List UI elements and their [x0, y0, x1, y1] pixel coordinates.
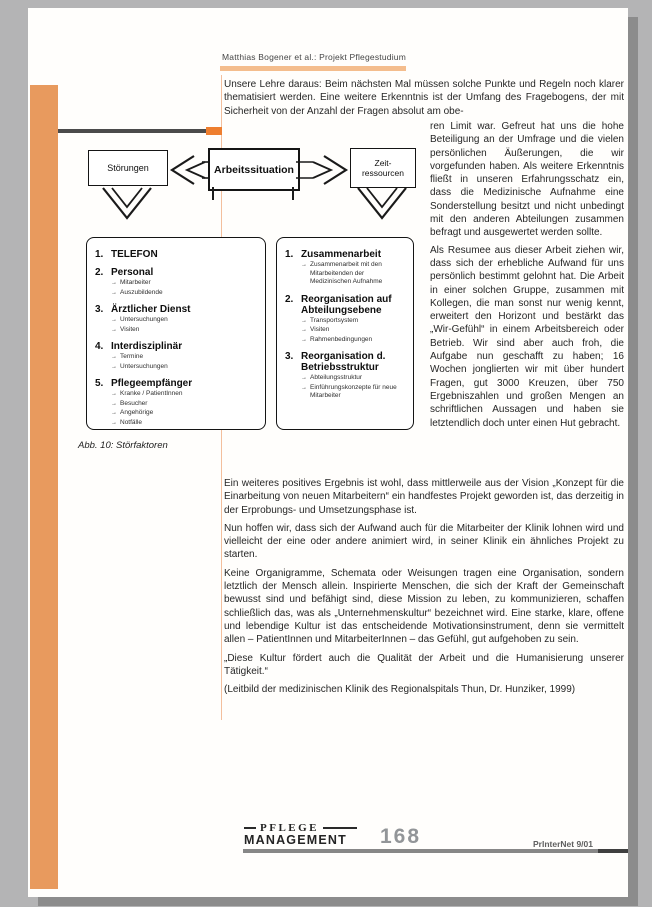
footer-rule: [243, 849, 628, 853]
item-label: Personal: [111, 267, 154, 278]
sub-item-label: Transportsystem: [310, 316, 359, 324]
sub-item-label: Notfälle: [120, 418, 143, 426]
running-header: Matthias Bogener et al.: Projekt Pflegestudium: [221, 52, 406, 62]
arrow-bullet-icon: →: [301, 375, 307, 381]
item-label: Interdisziplinär: [111, 341, 183, 352]
arrow-bullet-icon: →: [301, 317, 307, 324]
item-number: 1.: [95, 249, 104, 260]
paragraph: Keine Organigramme, Schemata oder Weisungen tragen eine Organisation, sondern letztlich der Mensch allein. Inspirierte Menschen, die sich der Kraft der Gemeinschaft bewusst sind und befähigt sind, diese Mission zu leben, zu kommunizieren, schaffen schließlich das, was als „Unternehmenskultur“ bezeichnet wird. Eine starke, klare, offene und lebendige Kultur ist das entscheidende Motivationsinstrument, denn sie vermittelt allen – PatientInnen und MitarbeiterInnen – das Gefühl, gut aufgehoben zu sein.: [224, 567, 624, 646]
list-item: [95, 341, 257, 352]
sub-item: [301, 374, 405, 383]
connector-stub-right: [292, 187, 294, 200]
down-arrow-right-icon: [356, 186, 408, 230]
sub-item: [301, 384, 405, 401]
sub-item: [301, 261, 405, 287]
item-label: TELEFON: [111, 249, 158, 260]
item-label: Zusammenarbeit: [301, 249, 382, 260]
arrow-bullet-icon: →: [111, 363, 117, 370]
sub-item-label: Angehörige: [120, 409, 154, 416]
sub-item-label: Auszubildende: [120, 288, 163, 296]
arrow-bullet-icon: →: [111, 317, 117, 323]
zeit-line1: Zeit-: [374, 158, 392, 168]
figure-separator-line: [58, 129, 206, 133]
paragraph: Ein weiteres positives Ergebnis ist wohl, dass mittlerweile aus der Vision „Konzept für die Einarbeitung von neuen Mitarbeitern“ ein handfestes Projekt geworden ist, das derzeitig in der Erprobungs- und Umsetzungsphase ist.: [224, 478, 624, 516]
sub-item-label: Abteilungsstruktur: [310, 374, 363, 381]
sub-item-label: Zusammenarbeit mit den Mitarbeitenden der Medizinischen Aufnahme: [310, 261, 383, 285]
stoerfaktoren-list-box: [86, 237, 266, 430]
sub-item: [111, 279, 257, 288]
sub-item-label: Untersuchungen: [120, 316, 168, 323]
sub-item: [111, 419, 257, 428]
arrow-bullet-icon: →: [301, 327, 307, 333]
sub-item-label: Einführungskonzepte für neue Mitarbeiter: [310, 383, 397, 399]
item-number: 3.: [285, 351, 294, 362]
logo-management-text: MANAGEMENT: [244, 833, 347, 847]
arrow-bullet-icon: →: [111, 410, 117, 416]
arrow-bullet-icon: →: [111, 326, 117, 333]
sub-item: [301, 317, 405, 326]
item-number: 4.: [95, 341, 104, 352]
arrow-bullet-icon: →: [111, 419, 117, 426]
item-label: Reorganisation auf Abteilungsebene: [301, 293, 392, 316]
lower-text-block: [224, 477, 624, 701]
massnahmen-list-box: [276, 237, 414, 430]
logo-pflege-text: PFLEGE: [260, 822, 320, 834]
sub-item-label: Kranke / PatientInnen: [120, 390, 183, 397]
list-item: [95, 378, 257, 389]
item-number: 2.: [285, 293, 294, 305]
arrow-bullet-icon: →: [301, 384, 307, 391]
sub-item: [111, 390, 257, 399]
item-number: 3.: [95, 304, 104, 315]
arrow-bullet-icon: →: [111, 391, 117, 397]
pflege-management-logo: [244, 822, 374, 847]
right-arrow-icon: [296, 154, 350, 186]
figure-caption: Abb. 10: Störfaktoren: [78, 440, 168, 451]
header-underline: [220, 66, 406, 71]
sub-item-label: Rahmenbedingungen: [310, 335, 373, 343]
item-number: 2.: [95, 267, 104, 278]
document-page: [28, 8, 628, 897]
diagram-box-arbeitssituation: Arbeitssituation: [208, 148, 300, 191]
narrow-text-column: [430, 120, 624, 434]
arrow-bullet-icon: →: [111, 400, 117, 407]
sub-item-label: Untersuchungen: [120, 362, 168, 370]
figure-separator-square: [206, 127, 222, 135]
logo-rule: [323, 827, 357, 829]
item-number: 1.: [285, 249, 294, 260]
item-label: Reorganisation d. Betriebsstruktur: [301, 351, 386, 373]
logo-rule: [244, 827, 256, 829]
item-label: Ärztlicher Dienst: [111, 304, 191, 315]
paragraph: „Diese Kultur fördert auch die Qualität der Arbeit und die Humanisierung unserer Tätigkeit.“: [224, 652, 624, 677]
zeitressourcen-label: [362, 158, 404, 178]
zeit-line2: ressourcen: [361, 168, 405, 178]
sub-item: [111, 316, 257, 325]
left-arrow-icon: [168, 154, 208, 186]
arrow-bullet-icon: →: [111, 289, 117, 296]
page-number: 168: [380, 825, 422, 848]
arrow-bullet-icon: →: [301, 262, 307, 268]
down-arrow-left-icon: [101, 186, 153, 230]
journal-issue: PrInterNet 9/01: [533, 839, 593, 849]
sub-item: [111, 326, 257, 335]
sub-item-label: Besucher: [120, 399, 148, 407]
left-accent-bar: [30, 85, 58, 889]
item-number: 5.: [95, 378, 104, 389]
paragraph-resumee: Als Resumee aus dieser Arbeit ziehen wir, dass sich der erhebliche Aufwand für uns persönlich bestimmt gelohnt hat. Die Arbeit in einer solchen Gruppe, zusammen mit Kollegen, die man sonst nur wenig kennt, erweitert den Horizont und bestärkt das „Wir-Gefühl“ in einem Arbeitsbereich oder Betrieb. Wir sind aber auch froh, die Aufgabe nun geschafft zu haben; 16 Wochen jonglierten wir mit über hundert Fragen, gut 3000 Kreuzen, über 750 Ergebniszahlen und großen Mengen an schriftlichen Aussagen und haben sie letztendlich doch unter einen Hut gebracht.: [430, 244, 624, 429]
sub-item: [301, 326, 405, 335]
list-item: [95, 249, 257, 260]
arrow-bullet-icon: →: [111, 280, 117, 286]
paragraph-intro: Unsere Lehre daraus: Beim nächsten Mal müssen solche Punkte und Regeln noch klarer thematisiert werden. Eine weitere Erkenntnis ist der Umfang des Fragebogens, der mit Sicherheit von der Anzahl der Fragen absolut am obe-: [224, 79, 624, 117]
sub-item-label: Visiten: [120, 325, 140, 333]
footer-rule-end: [598, 849, 628, 853]
sub-item: [111, 400, 257, 409]
paragraph: (Leitbild der medizinischen Klinik des Regionalspitals Thun, Dr. Hunziker, 1999): [224, 684, 576, 696]
sub-item: [111, 363, 257, 372]
list-item: [285, 351, 405, 373]
diagram-box-stoerungen: Störungen: [88, 150, 168, 186]
item-label: Pflegeempfänger: [111, 378, 193, 389]
sub-item-label: Mitarbeiter: [120, 279, 151, 286]
sub-item: [111, 409, 257, 418]
list-item: [285, 249, 405, 260]
sub-item-label: Termine: [120, 353, 144, 360]
list-item: [285, 294, 405, 316]
paragraph-intro-continued: ren Limit war. Gefreut hat uns die hohe Beteiligung an der Umfrage und die vielen persönlichen Äußerungen, die wir vorgefunden haben. Als weitere Erkenntnis fließt in unseren Erfahrungsschatz ein, dass die Medizinische Aufnahme eine Sonderstellung besitzt und nicht unbedingt mit den anderen Abteilungen zusammen befragt und ausgewertet werden sollte.: [430, 121, 624, 239]
sub-item: [301, 336, 405, 345]
sub-item-label: Visiten: [310, 326, 330, 333]
list-item: [95, 304, 257, 315]
sub-item: [111, 353, 257, 362]
list-item: [95, 267, 257, 278]
connector-stub-left: [212, 187, 214, 200]
sub-item: [111, 289, 257, 298]
arrow-bullet-icon: →: [111, 354, 117, 360]
diagram-box-zeitressourcen: [350, 148, 416, 188]
arrow-bullet-icon: →: [301, 336, 307, 343]
paragraph: Nun hoffen wir, dass sich der Aufwand auch für die Mitarbeiter der Klinik lohnen wird und vielleicht der eine oder andere animiert wird, in seiner Klinik ein ähnliches Projekt zu starten.: [224, 522, 624, 561]
